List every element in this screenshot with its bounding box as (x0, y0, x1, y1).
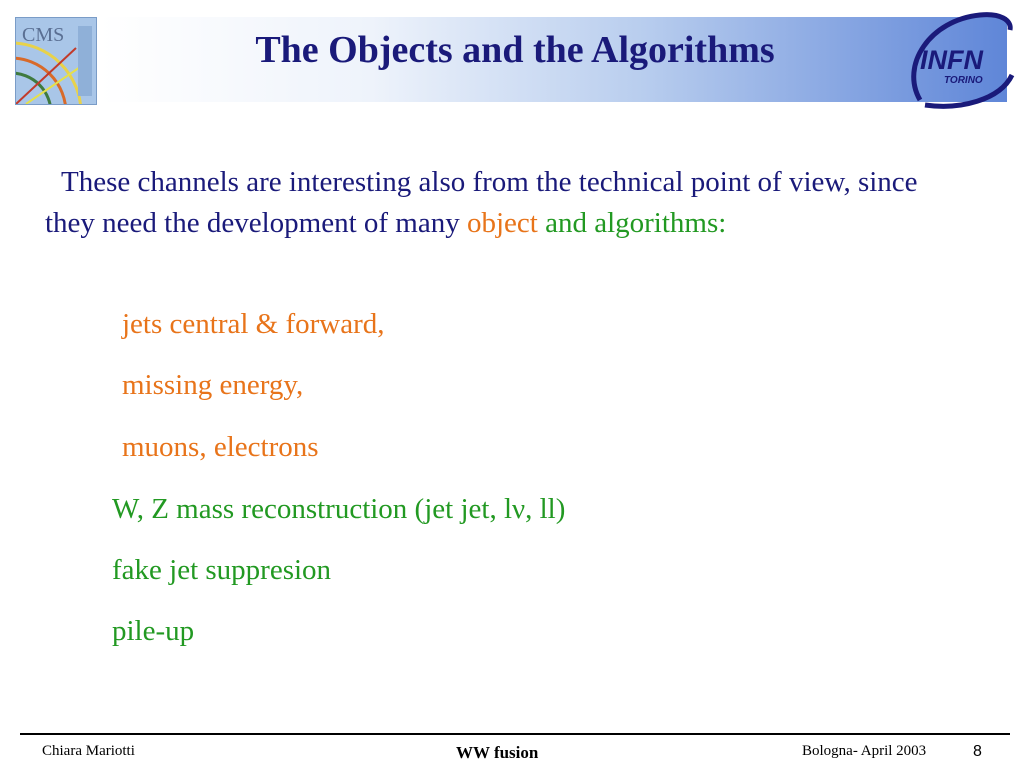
list-item-muons-electrons: muons, electrons (122, 431, 319, 463)
footer-venue-date: Bologna- April 2003 (802, 743, 927, 759)
intro-text-part2: and algorithms: (537, 207, 727, 239)
list-item-jets: jets central & forward, (122, 308, 385, 340)
footer-author: Chiara Mariotti (42, 743, 135, 759)
intro-highlight-object: object (466, 207, 538, 239)
footer-divider (20, 733, 1010, 735)
slide-title: The Objects and the Algorithms (255, 29, 775, 71)
intro-paragraph (45, 162, 925, 244)
list-item-mass-reconstruction: W, Z mass reconstruction (jet jet, lν, ll) (112, 493, 566, 525)
list-item-fake-jet: fake jet suppresion (112, 554, 332, 586)
infn-logo-subtext: TORINO (944, 75, 983, 86)
cms-logo (15, 17, 97, 105)
list-item-missing-energy: missing energy, (122, 369, 304, 401)
page-number: 8 (973, 743, 982, 760)
list-item-pile-up: pile-up (112, 615, 195, 647)
cms-logo-text: CMS (22, 24, 65, 46)
infn-logo (900, 5, 1020, 115)
footer-title: WW fusion (456, 743, 539, 762)
infn-logo-text: INFN (920, 45, 983, 75)
intro-text-part1: These channels are interesting also from the technical point of view, since they need the development of many (45, 166, 918, 239)
